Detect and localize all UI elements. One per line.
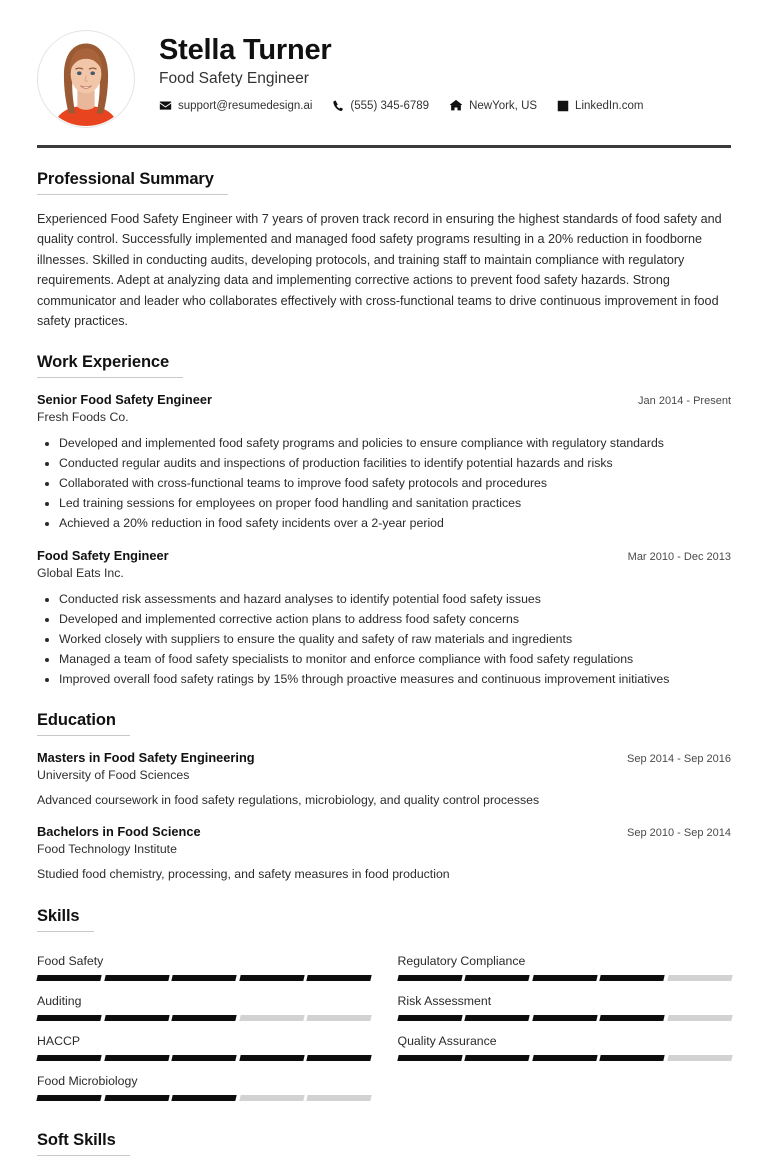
skill-level-segment (667, 1015, 732, 1021)
education-date: Sep 2010 - Sep 2014 (627, 827, 731, 840)
skill-level-segment (104, 1055, 169, 1061)
work-entry-bullets (37, 589, 731, 689)
skill-level-segment (306, 1055, 371, 1061)
contact-linkedin[interactable] (557, 100, 643, 112)
skill-level-segment (464, 1055, 529, 1061)
skill-level-segment (239, 1015, 304, 1021)
skill-level-segment (599, 1055, 664, 1061)
home-icon (449, 99, 463, 112)
summary-text: Experienced Food Safety Engineer with 7 years of proven track record in ensuring the highest standards of food safety and quality control. Successfully implemented and managed food safety programs resulting in a 20% reduction in foodborne illnesses. Skilled in conducting audits, developing protocols, and training staff to maintain compliance with regulatory requirements. Adept at analyzing data and implementing corrective actions to prevent food safety hazards. Strong communicator and leader who collaborates effectively with cross-functional teams to drive continuous improvement in food safety practices. (37, 212, 722, 328)
skill-level-segment (464, 1015, 529, 1021)
contact-phone[interactable] (332, 99, 429, 112)
contact-location-text: NewYork, US (469, 99, 538, 112)
list-item: • Improved overall food safety ratings by 15% through proactive measures and continuous improvement initiatives (59, 669, 731, 689)
list-item: • Achieved a 20% reduction in food safety incidents over a 2-year period (59, 513, 731, 533)
contact-phone-text: (555) 345-6789 (350, 99, 430, 112)
skill-label: Risk Assessment (397, 994, 492, 1008)
work-entry-company: Fresh Foods Co. (37, 410, 129, 425)
education-entry (37, 824, 731, 885)
phone-icon (332, 99, 344, 112)
work-entry-title: Senior Food Safety Engineer (37, 392, 212, 408)
contact-email-text: support@resumedesign.ai (178, 99, 313, 112)
skill-label: Food Microbiology (37, 1074, 138, 1088)
skill-level-segment (667, 1055, 732, 1061)
education-description: Studied food chemistry, processing, and safety measures in food production (37, 867, 450, 882)
job-title: Food Safety Engineer (159, 70, 309, 88)
work-entry-date: Mar 2010 - Dec 2013 (627, 550, 731, 563)
skill-level-segment (306, 975, 371, 981)
section-skills (37, 907, 731, 1105)
skill-level-segment (532, 1015, 597, 1021)
section-professional-summary (37, 170, 731, 331)
envelope-icon (159, 99, 172, 112)
skill-label: Auditing (37, 994, 82, 1008)
avatar (37, 30, 135, 128)
work-entry-title: Food Safety Engineer (37, 547, 169, 563)
skill-level-segment (464, 975, 529, 981)
skills-grid (37, 945, 731, 1105)
page-title: Stella Turner (159, 34, 332, 66)
section-heading-education: Education (37, 711, 130, 736)
education-institution: Food Technology Institute (37, 842, 177, 857)
skill-level-segment (306, 1015, 371, 1021)
linkedin-icon (557, 100, 569, 112)
header-text-block (159, 30, 731, 112)
skill-level-segment (104, 1095, 169, 1101)
skill-level-segment (36, 1095, 101, 1101)
avatar-photo (38, 31, 134, 127)
skill-level-segment (171, 975, 236, 981)
skill-item (398, 945, 732, 985)
skill-item (37, 945, 371, 985)
skill-level-bar (398, 1015, 732, 1021)
section-heading-skills: Skills (37, 907, 94, 932)
education-description: Advanced coursework in food safety regulations, microbiology, and quality control processes (37, 792, 540, 807)
skill-level-segment (532, 975, 597, 981)
skill-level-segment (171, 1055, 236, 1061)
skill-level-bar (37, 975, 371, 981)
skill-level-segment (397, 1015, 462, 1021)
section-soft-skills (37, 1131, 731, 1156)
resume-header (37, 26, 731, 128)
skill-level-segment (104, 975, 169, 981)
contact-location[interactable] (449, 99, 537, 112)
work-entry-date: Jan 2014 - Present (638, 395, 731, 408)
list-item: • Managed a team of food safety specialists to monitor and enforce compliance with food safety regulations (59, 649, 731, 669)
list-item: • Led training sessions for employees on proper food handling and sanitation practices (59, 493, 731, 513)
skill-level-segment (532, 1055, 597, 1061)
section-education (37, 711, 731, 885)
skill-label: Food Safety (37, 954, 104, 968)
skill-level-segment (239, 1055, 304, 1061)
work-entry (37, 548, 731, 689)
list-item: • Collaborated with cross-functional teams to improve food safety protocols and procedures (59, 473, 731, 493)
section-work-experience (37, 353, 731, 688)
education-degree: Masters in Food Safety Engineering (37, 749, 255, 765)
education-degree: Bachelors in Food Science (37, 824, 201, 840)
education-entry (37, 750, 731, 811)
skill-level-segment (599, 975, 664, 981)
list-item: • Developed and implemented food safety programs and policies to ensure compliance with regulatory standards (59, 433, 731, 453)
education-institution: University of Food Sciences (37, 767, 190, 782)
education-entry-header (37, 824, 731, 839)
skill-label: Regulatory Compliance (397, 954, 526, 968)
skill-level-segment (599, 1015, 664, 1021)
skill-level-segment (36, 975, 101, 981)
list-item: • Conducted regular audits and inspections of production facilities to identify potential hazards and risks (59, 453, 731, 473)
contact-row (159, 99, 731, 112)
skill-label: Quality Assurance (397, 1034, 497, 1048)
section-heading-summary: Professional Summary (37, 170, 228, 195)
skill-level-segment (306, 1095, 371, 1101)
list-item: • Developed and implemented corrective action plans to address food safety concerns (59, 609, 731, 629)
skill-level-segment (171, 1015, 236, 1021)
skill-item (37, 1025, 371, 1065)
list-item: • Conducted risk assessments and hazard analyses to identify potential food safety issues (59, 589, 731, 609)
education-date: Sep 2014 - Sep 2016 (627, 752, 731, 765)
contact-linkedin-text: LinkedIn.com (575, 99, 644, 112)
skill-label: HACCP (37, 1034, 81, 1048)
skill-level-bar (37, 1095, 371, 1101)
work-entry-header (37, 548, 731, 563)
work-entry (37, 392, 731, 533)
skill-level-segment (397, 1055, 462, 1061)
skill-level-segment (667, 975, 732, 981)
skill-level-segment (171, 1095, 236, 1101)
skill-level-segment (104, 1015, 169, 1021)
work-entry-bullets (37, 433, 731, 533)
section-heading-work: Work Experience (37, 353, 183, 378)
skill-item (398, 1025, 732, 1065)
skill-level-bar (37, 1015, 371, 1021)
skill-level-segment (239, 975, 304, 981)
education-entry-header (37, 750, 731, 765)
skill-item (37, 1065, 371, 1105)
skill-level-segment (397, 975, 462, 981)
header-divider (37, 145, 731, 148)
work-entry-header (37, 392, 731, 407)
skill-level-segment (239, 1095, 304, 1101)
skill-level-segment (36, 1015, 101, 1021)
work-entry-company: Global Eats Inc. (37, 565, 124, 580)
skill-item (37, 985, 371, 1025)
skill-item (398, 985, 732, 1025)
skill-level-bar (398, 1055, 732, 1061)
skill-level-bar (37, 1055, 371, 1061)
section-heading-soft-skills: Soft Skills (37, 1131, 130, 1156)
contact-email[interactable] (159, 99, 312, 112)
skill-level-segment (36, 1055, 101, 1061)
skill-level-bar (398, 975, 732, 981)
list-item: • Worked closely with suppliers to ensure the quality and safety of raw materials and ingredients (59, 629, 731, 649)
